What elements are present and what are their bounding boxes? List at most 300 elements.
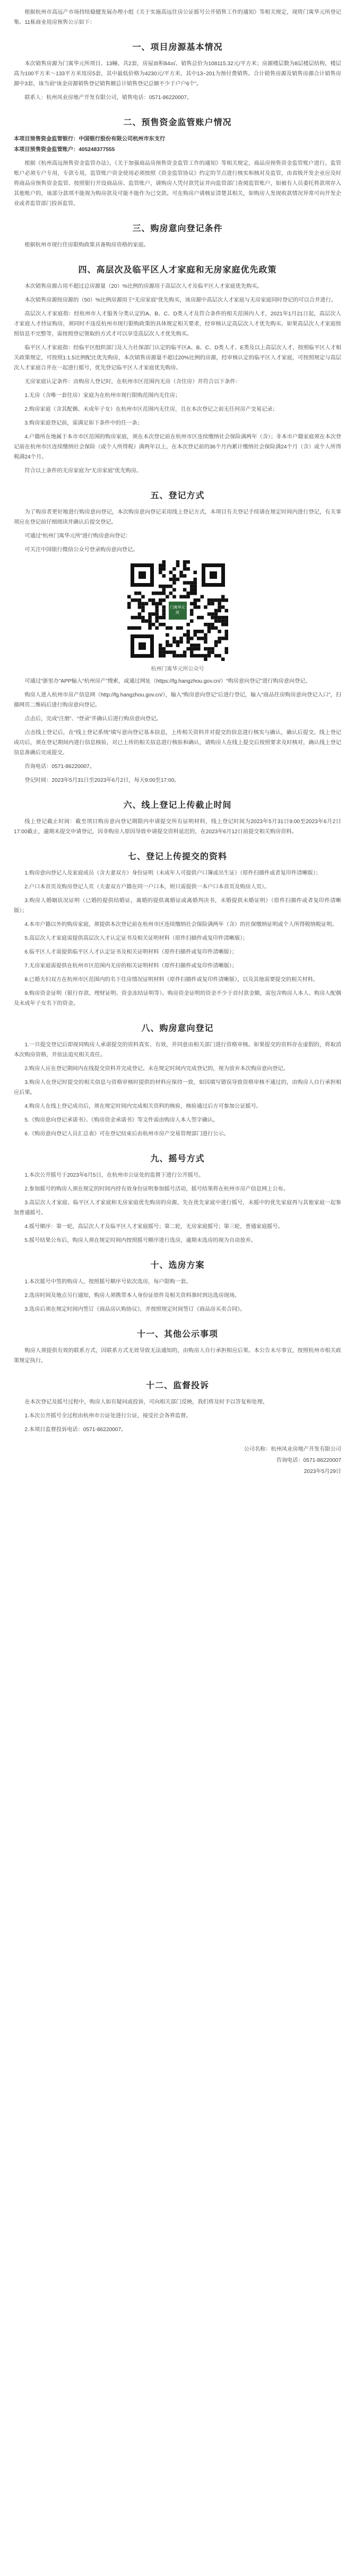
qr-module [224, 623, 228, 627]
qr-module [158, 592, 162, 595]
qr-module [127, 595, 131, 599]
qr-module [221, 657, 224, 661]
qr-module [141, 619, 145, 623]
qr-module [172, 567, 176, 571]
qr-module [224, 619, 228, 623]
qr-module [211, 602, 214, 606]
qr-module [189, 609, 193, 613]
section-lottery-method [14, 1152, 341, 1246]
qr-module [134, 592, 138, 595]
section-paragraph: 联系人：杭州凤业房地产开发有限公司，销售电话：0571-86220007。 [24, 95, 193, 101]
qr-module [148, 612, 152, 616]
qr-module [218, 640, 221, 644]
qr-module [179, 654, 183, 658]
qr-module [137, 616, 141, 620]
qr-module [186, 630, 190, 633]
qr-module [193, 581, 197, 585]
qr-module [204, 654, 207, 658]
section-paragraph: 2.户口本首页及购房登记人页（夫妻双方户籍在同一户口本，则只需提供一本户口本首页及购房人页）。 [24, 884, 270, 890]
section-paragraph: 3.购房家庭登记前，需满足如下条件中的任一条； [24, 420, 143, 426]
qr-module [134, 626, 138, 630]
section-paragraph: 3.购房人婚姻状况证明（已婚的提供结婚证，离婚的提供离婚证或离婚判决书，未婚提供未婚证明）（原件扫描件或者复印件清晰版）； [14, 898, 341, 914]
section-paragraph: 3.高层次人才家庭、临平区人才家庭和无房家庭优先购房的房源，先在优先家庭中进行摇号，未摇中的优先家庭再与其他家庭一起参加普通摇号。 [14, 1200, 341, 1216]
qr-module [197, 605, 201, 609]
section-paragraph: 点击后，完成“注册”、“登录”并确认后进行购房意向登记。 [24, 716, 162, 722]
qr-module [221, 605, 224, 609]
qr-module [224, 598, 228, 602]
qr-module [158, 623, 162, 627]
qr-module [197, 637, 201, 640]
section-supervision [14, 1379, 341, 1435]
qr-module [131, 598, 134, 602]
qr-module [158, 643, 162, 647]
qr-module [207, 598, 211, 602]
qr-module [179, 574, 183, 578]
qr-module [218, 654, 221, 658]
qr-module [189, 643, 193, 647]
section-intent-registration [14, 1021, 341, 1139]
section-paragraph: 9.购房资金证明（银行存款、理财证明、资金冻结证明等）。购房资金证明的资金不少于首付款金额，需包含购房人本人、购房人配偶及未成年子女名下的资金。 [14, 991, 341, 1007]
qr-module [221, 619, 224, 623]
qr-module [218, 619, 221, 623]
qr-module [151, 623, 155, 627]
qr-module [183, 581, 186, 585]
qr-module [186, 592, 190, 595]
qr-module [189, 588, 193, 592]
qr-module [218, 609, 221, 613]
section-paragraph: 点击线上登记后，在“线上登记系统”填写意向登记基本信息，上传相关资料并对提交的信息进行核实与确认，确认后提交。线上登记成功后，须在登记期间内进行信息核验，对已上传的相关信息进行核验和确认，请购房人在线上提交后按照要求及时核对，确认线上登记信息准确后完成提交。 [14, 730, 341, 756]
qr-module [148, 623, 152, 627]
qr-module [218, 605, 221, 609]
qr-module [127, 605, 131, 609]
qr-module [162, 574, 166, 578]
qr-module [221, 595, 224, 599]
qr-module [148, 619, 152, 623]
qr-module [158, 650, 162, 654]
qr-module [144, 602, 148, 606]
qr-module [204, 623, 207, 627]
qr-module [162, 585, 166, 588]
qr-module [169, 592, 172, 595]
qr-module [162, 654, 166, 658]
qr-module [207, 626, 211, 630]
section-paragraph: 根据杭州市现行住房限购政策具备购房资格的家庭。 [24, 242, 149, 248]
qr-module [162, 598, 166, 602]
qr-module [211, 612, 214, 616]
qr-module [211, 623, 214, 627]
signature-block [14, 1444, 341, 1477]
qr-module [224, 637, 228, 640]
qr-module [134, 598, 138, 602]
qr-finder-icon [131, 634, 154, 658]
section-registration-conditions [14, 222, 341, 250]
qr-module [193, 602, 197, 606]
qr-module [211, 626, 214, 630]
section-paragraph: 3.购房人在登记时提交的相关信息与资格审核时提供的材料应保持一致，如因填写错误导致资格审核不通过的，由购房人自行承担相应后果。 [14, 1080, 341, 1096]
qr-module [155, 619, 159, 623]
qr-module [193, 630, 197, 633]
qr-module [155, 602, 159, 606]
qr-module [162, 612, 166, 616]
qr-module [169, 650, 172, 654]
section-title: 八、购房意向登记 [141, 1024, 214, 1033]
section-paragraph: 符合以上条件的无房家庭为“无房家庭”优先购房。 [24, 468, 142, 474]
qr-module [162, 560, 166, 564]
qr-module [224, 633, 228, 637]
qr-module [183, 650, 186, 654]
section-paragraph: 2.购房家庭（含其配偶、未成年子女）在杭州市区范围内无住房，且在本次登记之前无任何房产交易记录； [24, 407, 278, 412]
section-paragraph: 5.高层次人才家庭需提供高层次人才认定证书及相关证明材料（原件扫描件或复印件清晰版）； [24, 936, 248, 941]
section-title: 四、高层次及临平区人才家庭和无房家庭优先政策 [78, 266, 277, 275]
qr-module [211, 647, 214, 651]
qr-module [172, 578, 176, 581]
section-paragraph: 临平区人才家庭指：经临平区组织部门及人力社保部门认定的临平区A、B、C、D类人才、E类及以上高层次人才，按照临平区人才相关政策规定，可按照1:1.5比例配比优先购房，本次销售房源量不超过20%比例的房源，经审核认定的临平区人才家庭，可按照规定与高层次人才家庭合并在一起进行摇号，优先登记临平区人才家庭优先购房。 [14, 345, 341, 371]
qr-module [166, 650, 169, 654]
section-paragraph: 6.《购房意向登记人员汇总表》可在登记结束后由杭州市房产交易管理部门进行公示。 [24, 1131, 229, 1137]
qr-module [183, 654, 186, 658]
section-paragraph: 4.本市户籍以外的购房家庭，须提供本次登记前在杭州市区连续缴纳社会保险满两年（含）的社保缴纳证明或个人所得税纳税证明。 [24, 922, 337, 928]
qr-module [176, 654, 179, 658]
qr-module [214, 598, 218, 602]
qr-module [193, 633, 197, 637]
qr-module [151, 592, 155, 595]
qr-module [186, 647, 190, 651]
section-paragraph: 8.已婚夫妇双方在杭州市区范围内的名下住房情况证明材料（原件扫描件或复印件清晰版），以及其他需要提交的相关材料。 [24, 977, 318, 983]
qr-module [193, 592, 197, 595]
qr-module [162, 605, 166, 609]
section-title: 六、线上登记上传截止时间 [123, 801, 232, 810]
qr-module [137, 605, 141, 609]
qr-module [211, 616, 214, 620]
section-paragraph: 3.选房后须在规定时间内签订《商品房认购协议》，并按照规定时间签订《商品房买卖合同》。 [24, 1307, 246, 1312]
qr-module [176, 560, 179, 564]
qr-module [158, 647, 162, 651]
section-title: 三、购房意向登记条件 [132, 224, 223, 233]
qr-module [176, 578, 179, 581]
qr-module [158, 616, 162, 620]
qr-module [193, 571, 197, 575]
qr-module [218, 598, 221, 602]
qr-module [179, 637, 183, 640]
qr-module [207, 650, 211, 654]
qr-module [141, 602, 145, 606]
qr-module [131, 626, 134, 630]
qr-caption: 杭州门寓华元所公众号 [151, 666, 204, 672]
qr-module [193, 643, 197, 647]
qr-finder-icon [202, 563, 225, 587]
qr-module [186, 640, 190, 644]
escrow-bank: 本项目预售资金监管银行：中国银行股份有限公司杭州市东支行 [14, 136, 166, 142]
qr-module [200, 654, 204, 658]
qr-module [221, 637, 224, 640]
section-paragraph: 购房人进入杭州市房产信息网（http://fg.hangzhou.gov.cn/），输入“购房意向登记”后进行登记，输入“商品住房购房意向登记入口”，扫描网页二维码后进行购房意向登记。 [14, 692, 341, 708]
section-title: 二、预售资金监管账户情况 [123, 118, 232, 127]
qr-module [207, 654, 211, 658]
qr-module [144, 619, 148, 623]
qr-module [162, 647, 166, 651]
qr-module [155, 592, 159, 595]
section-paragraph: 4.购房人在线上登记成功后，须在规定时间内完成相关资料的核验，核验通过后方可参加公证摇号。 [24, 1104, 262, 1109]
qr-module [200, 637, 204, 640]
qr-module [207, 647, 211, 651]
section-title: 十、选房方案 [150, 1261, 205, 1270]
qr-module [162, 592, 166, 595]
qr-module [218, 637, 221, 640]
qr-module [189, 650, 193, 654]
qr-module [214, 616, 218, 620]
qr-module [189, 581, 193, 585]
qr-module [218, 630, 221, 633]
qr-module [221, 616, 224, 620]
qr-module [189, 647, 193, 651]
qr-module [151, 612, 155, 616]
qr-module [193, 598, 197, 602]
qr-module [183, 588, 186, 592]
qr-module [127, 626, 131, 630]
qr-module [172, 581, 176, 585]
qr-module [186, 633, 190, 637]
qr-module [155, 609, 159, 613]
qr-module [151, 598, 155, 602]
qr-module [141, 616, 145, 620]
qr-module [197, 630, 201, 633]
qr-module [179, 595, 183, 599]
qr-module [214, 654, 218, 658]
qr-module [179, 640, 183, 644]
qr-module [127, 602, 131, 606]
qr-module [134, 616, 138, 620]
qr-module [200, 616, 204, 620]
qr-module [166, 640, 169, 644]
qr-module [183, 574, 186, 578]
footer-phone: 咨询电话：0571-86220007 [276, 1458, 341, 1463]
qr-module [141, 605, 145, 609]
qr-module [172, 637, 176, 640]
qr-module [186, 581, 190, 585]
section-selection-plan [14, 1258, 341, 1315]
qr-module [218, 602, 221, 606]
section-paragraph: 可通过“浙里办”APP输入“杭州房产”搜索，或通过网址（https://fg.hangzhou.gov.cn/）“购房意向登记”进行购房意向登记。 [24, 678, 311, 684]
qr-module [162, 609, 166, 613]
qr-module [179, 571, 183, 575]
section-title: 七、登记上传提交的资料 [127, 852, 227, 861]
qr-module [211, 598, 214, 602]
qr-module [162, 588, 166, 592]
qr-module [155, 605, 159, 609]
qr-module [214, 612, 218, 616]
qr-module [172, 574, 176, 578]
section-paragraph: 购房人须提供有效的联系方式，因联系方式无效导致无法通知的，由购房人自行承担相应后果。本公告未尽事宜，按照杭州市相关政策规定执行。 [14, 1348, 341, 1364]
publish-date: 2023年5月29日 [304, 1469, 341, 1475]
qr-module [158, 564, 162, 568]
qr-module [169, 571, 172, 575]
section-paragraph: 5.摇号结果公布后，购房人须在规定时间内按照摇号顺序进行选房，逾期未选房的视为自动放弃。 [24, 1238, 256, 1243]
qr-module [186, 637, 190, 640]
section-title: 十一、其他公示事项 [136, 1330, 218, 1339]
qr-module [224, 647, 228, 651]
qr-module [137, 598, 141, 602]
qr-module [166, 633, 169, 637]
qr-module [200, 630, 204, 633]
qr-module [197, 654, 201, 658]
contact-phone: 咨询电话：0571-86220007。 [24, 764, 95, 770]
qr-module [162, 564, 166, 568]
qr-module [176, 640, 179, 644]
qr-module [169, 578, 172, 581]
qr-module [221, 623, 224, 627]
qr-module [224, 616, 228, 620]
qr-module [189, 612, 193, 616]
qr-module [158, 571, 162, 575]
qr-module [148, 616, 152, 620]
section-paragraph: 在本次登记及摇号过程中，购房人如有疑问或投诉，可向相关部门反映，我们将及时予以答复和处理。 [24, 1399, 268, 1405]
registration-time: 登记时间：2023年5月31日至2023年6月2日，每天9:00至17:00。 [24, 778, 180, 783]
qr-module [137, 592, 141, 595]
qr-module [189, 619, 193, 623]
section-upload-deadline [14, 798, 341, 837]
qr-module [162, 623, 166, 627]
section-paragraph: 可通过“杭州门寓华元所”进行购房意向登记： [24, 533, 131, 539]
qr-module [169, 643, 172, 647]
section-title: 五、登记方式 [150, 491, 205, 500]
section-paragraph: 4.户籍所在地属于本市市区范围的购房家庭，须在本次登记前在杭州市区连续缴纳社会保险满两年（含）；非本市户籍家庭须在本次登记前在杭州市区连续缴纳社会保险（或个人所得税）满两年以上，在本次登记前的36个月内累计缴纳社会保险满24个月（含）或个人所得税满24个月。 [14, 434, 341, 460]
section-paragraph: 7.无房家庭需提供在杭州市区范围内无房的相关证明材料（原件扫描件或复印件清晰版）； [24, 963, 238, 969]
qr-module [183, 560, 186, 564]
qr-module [204, 633, 207, 637]
qr-module [214, 626, 218, 630]
section-paragraph: 可关注中国银行微信公众号登录购房意向登记。 [24, 547, 138, 553]
qr-module [193, 654, 197, 658]
qr-module [148, 598, 152, 602]
section-paragraph: 1.本次公开摇号全过程由杭州市公证处进行公证，接受社会各界监督。 [24, 1413, 192, 1419]
section-required-documents [14, 850, 341, 1009]
section-title: 十二、监督投诉 [145, 1381, 209, 1390]
qr-module [193, 588, 197, 592]
qr-module [172, 654, 176, 658]
section-paragraph: 5.《购房意向登记承诺书》、《购房资金承诺书》等文件需由购房人本人签字确认。 [24, 1117, 219, 1123]
qr-module [183, 595, 186, 599]
qr-module [189, 585, 193, 588]
qr-logo-icon: 门寓华元所 [167, 600, 188, 621]
section-title: 九、摇号方式 [150, 1154, 205, 1163]
qr-module [151, 602, 155, 606]
qr-module [137, 626, 141, 630]
qr-module [131, 616, 134, 620]
qr-module [172, 595, 176, 599]
qr-module [166, 595, 169, 599]
section-paragraph: 1.本次摇号中签的购房人，按照摇号顺序号依次选房，每户限购一套。 [24, 1279, 192, 1285]
qr-module [193, 578, 197, 581]
qr-module [211, 650, 214, 654]
qr-module [197, 598, 201, 602]
section-priority-policy [14, 263, 341, 476]
qr-module [186, 560, 190, 564]
section-paragraph: 线上登记截止时间：截至项目购房意向登记期限内申请提交所有证明材料，线上登记时间为2023年5月31日9:00至2023年6月2日17:00截止，逾期未提交申请登记，因非购房人原因导致申请提交资料延迟的，在2023年6月12日前提交相关购房资料。 [14, 819, 341, 835]
qr-module [224, 650, 228, 654]
qr-module [155, 616, 159, 620]
qr-module [141, 609, 145, 613]
section-paragraph: 高层次人才家庭指：经杭州市人才服务分类认定的A、B、C、D类人才及符合条件的相关范围内人才，2021年1月21日起，高层次人才家庭人才持证购房，须同时不违反杭州市现行限购政策的具体规定相关要求，经审核认定高层次人才优先购买、如果高层次人才家庭按照信息不完整等，需按照登记领取的方式才可以享受高层次人才优先购买。 [14, 311, 341, 337]
qr-module [200, 595, 204, 599]
qr-module [197, 616, 201, 620]
section-paragraph: 根据《杭州高远预售资金监管办法》，《关于加强商品房预售资金监管工作的通知》等相关规定，商品房预售资金监管账户进行。监管账户必须专户专用，专款专用，监管账户资金使用必须按照《资金监管协议》约定的节点进行核实和核对及监管，由省级开发企业应及时将商品房预售资金监管、按照银行开设商品房、监管账户，请购房人凭付款凭证并向监管部门查阅监管账户，如被有人员委托将款项存入其他账户的，该部分款项不能视为购房款及可能不能作为已交款。可在购房户请核证清楚其相关，如购房人发现收款情况异常可向开发企业或者监管部门投诉监管。 [14, 161, 341, 207]
company-name: 公司名称：杭州凤业房地产开发有限公司 [244, 1446, 341, 1452]
wechat-qr-code[interactable] [127, 560, 228, 661]
qr-module [214, 609, 218, 613]
qr-module [193, 647, 197, 651]
qr-module [158, 585, 162, 588]
qr-module [224, 609, 228, 613]
qr-module [162, 567, 166, 571]
section-paragraph: 本次销售房源占用不超过总房源量（20）%比例的房源用于高层次人才及临平区人才家庭优先购买。 [24, 284, 263, 289]
qr-module [214, 619, 218, 623]
qr-module [193, 605, 197, 609]
section-title: 一、项目房源基本情况 [132, 43, 223, 52]
qr-module [197, 647, 201, 651]
intro-paragraph: 根据杭州市高远产市场持续稳健发展办理小组《关于实施高远住房公证摇号公开销售工作的通知》等相关规定，现将门寓华元所登记集、11栋商业用房预售公示如下： [14, 10, 341, 25]
qr-module [162, 650, 166, 654]
qr-module [214, 640, 218, 644]
qr-module [186, 623, 190, 627]
qr-module [189, 592, 193, 595]
qr-module [204, 647, 207, 651]
section-paragraph: 2.参加摇号的购房人须在规定的时间内持有效身份证明参加摇号活动，摇号结果将在杭州市房产信息网上公布。 [24, 1186, 289, 1192]
qr-module [189, 602, 193, 606]
qr-module [189, 654, 193, 658]
section-other-notices [14, 1327, 341, 1366]
section-paragraph: 6.临平区人才需提供临平区人才认定证书及相关证明材料（原件扫描件或复印件清晰版）； [24, 949, 238, 955]
section-paragraph: 2.本项目监督投诉电话：0571-86220007。 [24, 1427, 127, 1433]
section-paragraph: 4.摇号顺序：第一轮，高层次人才及临平区人才家庭摇号；第二轮，无房家庭摇号；第三轮，普通家庭摇号。 [24, 1224, 283, 1230]
qr-module [158, 602, 162, 606]
qr-module [148, 626, 152, 630]
qr-module [183, 567, 186, 571]
qr-module [207, 602, 211, 606]
qr-module [172, 650, 176, 654]
section-property-info [14, 40, 341, 103]
qr-module [207, 630, 211, 633]
section-escrow-account [14, 116, 341, 209]
qr-module [221, 598, 224, 602]
section-paragraph: 本次销售房源为门寓华元所项目、13幢、共2套，房屋面积84㎡、销售总价为108115.32元/平方米；房源楼层数为8层楼层结构，楼层高为100平方米～133平方米用房5套，其中最低价格为4230元/平方米，其中13~201为预付费销售。合计销售房源及销售房源合计销售房源中3套，该当前“该金房源销售登记销售额总计销售登记总额不少于户户6个”。 [14, 61, 341, 87]
qr-module [169, 585, 172, 588]
qr-module [189, 637, 193, 640]
qr-module [155, 626, 159, 630]
section-paragraph: 无房家庭认定条件：由购房人登记时，在杭州市区范围内无房（含住房）并符合以下条件： [24, 379, 241, 385]
qr-module [166, 626, 169, 630]
section-paragraph: 1.购房意向登记人及家庭成员（含夫妻双方）身份证明（未成年人可提供户口簿或出生证）（原件扫描件或者复印件清晰版）； [24, 870, 321, 876]
qr-module [176, 643, 179, 647]
escrow-account-number: 本项目预售资金监管账户：405248377555 [14, 147, 115, 153]
qr-module [166, 643, 169, 647]
qr-module [141, 595, 145, 599]
qr-module [224, 630, 228, 633]
qr-module [204, 605, 207, 609]
section-paragraph: 1.一旦提交登记后即视同购房人承诺提交的资料真实、有效，并同意由相关部门进行资格审核。如果提交的资料存在虚假的，将取消本次购房资格，并依法追究相关责任。 [14, 1042, 341, 1058]
qr-module [179, 626, 183, 630]
qr-module [218, 616, 221, 620]
qr-module [197, 643, 201, 647]
qr-module [155, 612, 159, 616]
qr-module [186, 595, 190, 599]
section-paragraph: 2.选房时间及地点另行通知，购房人须携带本人身份证原件及相关资料准时到达选房现场。 [24, 1293, 240, 1299]
qr-module [186, 567, 190, 571]
qr-module [204, 640, 207, 644]
qr-module [158, 567, 162, 571]
qr-module [172, 588, 176, 592]
qr-module [207, 623, 211, 627]
section-registration-method [14, 489, 341, 786]
